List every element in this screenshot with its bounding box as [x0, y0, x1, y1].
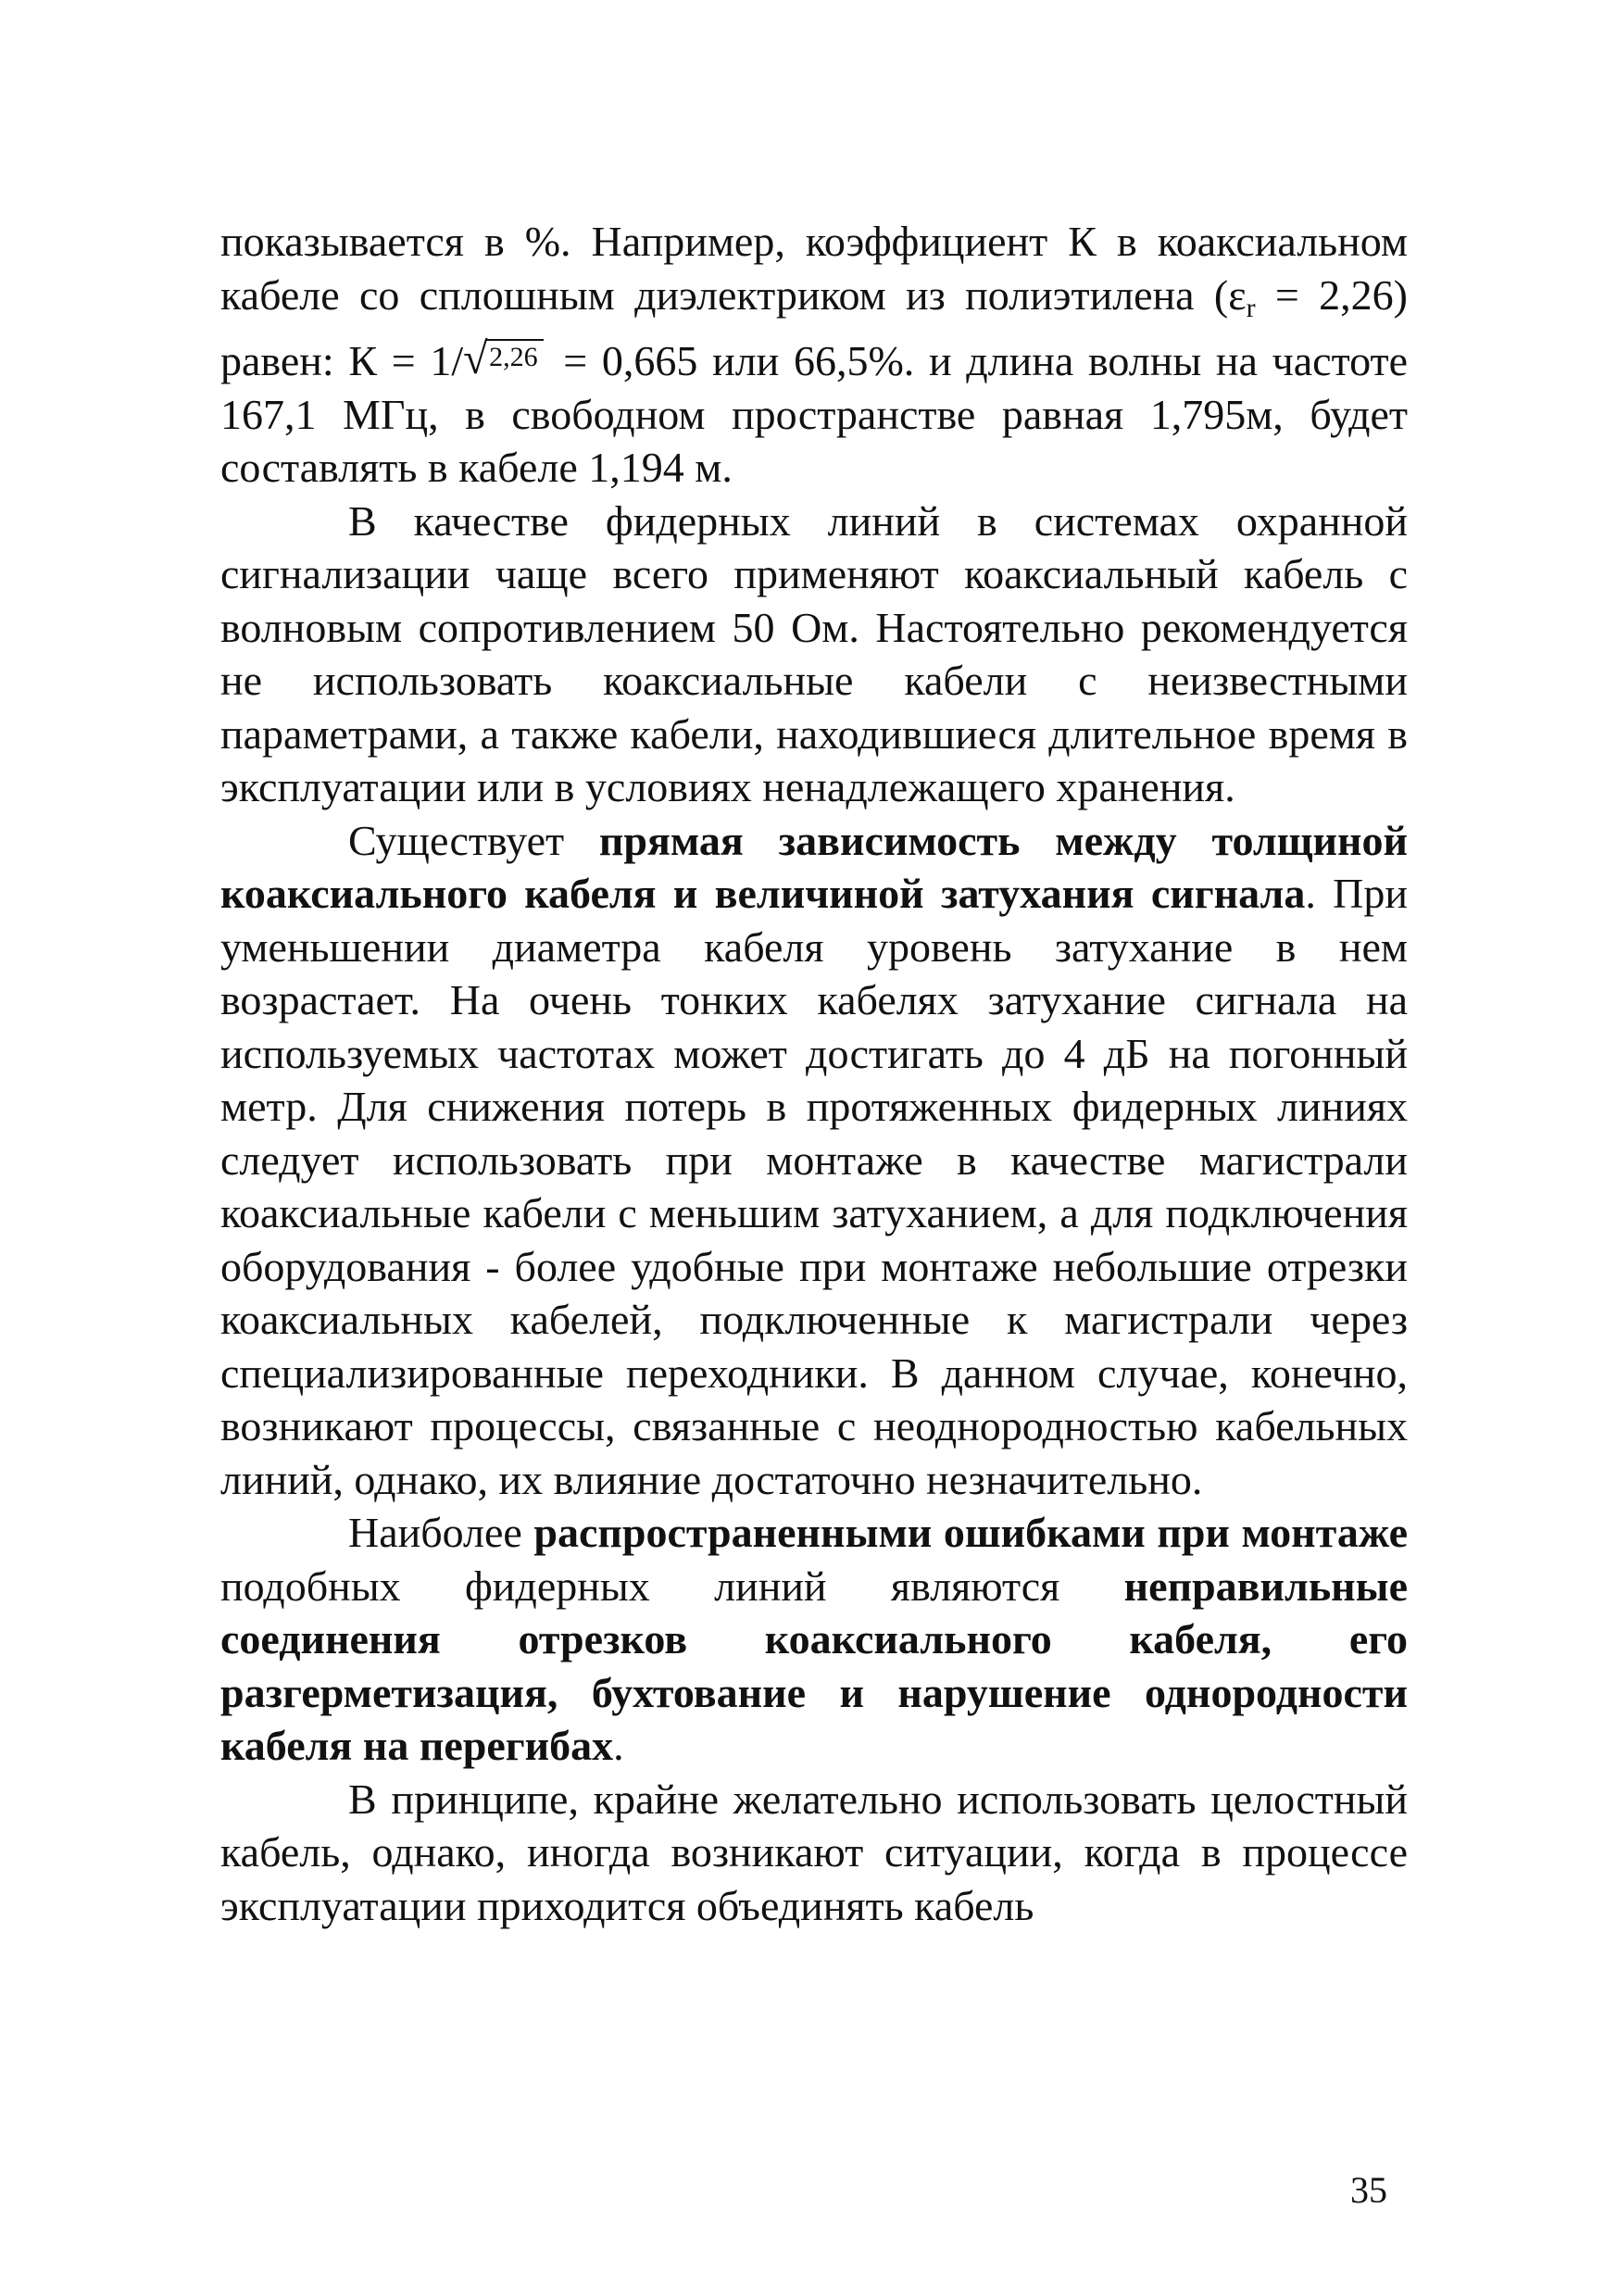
paragraph-1	[220, 215, 1408, 495]
square-root-formula	[463, 334, 544, 388]
paragraph-5: В принципе, крайне желательно использовать целостный кабель, однако, иногда возникают ситуации, когда в процессе эксплуатации приходится объединять кабель	[220, 1775, 1408, 1929]
p4-bold-phrase-1: распространенными ошибками при монтаже	[533, 1509, 1408, 1556]
p3-text-b: . При уменьшении диаметра кабеля уровень затухание в нем возрастает. На очень тонких кабелях затухание сигнала на используемых частотах может достигать до 4 дБ на погонный метр. Для снижения потерь в протяженных фидерных линиях следует использовать при монтаже в качестве магистрали коаксиальные кабели с меньшим затуханием, а для подключения оборудования - более удобные при монтаже небольшие отрезки коаксиальных кабелей, подключенные к магистрали через специализированные переходники. В данном случае, конечно, возникают процессы, связанные с неоднородностью кабельных линий, однако, их влияние достаточно незначительно.	[220, 870, 1408, 1503]
p4-text-c: .	[613, 1722, 624, 1769]
p1-text-a: показывается в %. Например, коэффициент К в коаксиальном кабеле со сплошным диэлектриком из полиэтилена (ε	[220, 218, 1408, 319]
paragraph-2: В качестве фидерных линий в системах охранной сигнализации чаще всего применяют коаксиальный кабель с волновым сопротивлением 50 Ом. Настоятельно рекомендуется не использовать коаксиальные кабели с неизвестными параметрами, а также кабели, находившиеся длительное время в эксплуатации или в условиях ненадлежащего хранения.	[220, 496, 1408, 810]
p4-text-a: Наиболее	[348, 1509, 534, 1556]
page-body	[220, 215, 1408, 1932]
radical-sign: √	[463, 334, 488, 383]
p3-bold-phrase: прямая зависимость между толщиной коаксиального кабеля и величиной затухания сигнала	[220, 816, 1408, 917]
radicand-value: 2,26	[485, 339, 544, 374]
p1-text-c: = 0,665 или 66,5%. и длина волны на частоте 167,1 МГц, в свободном пространстве равная 1,795м, будет составлять в кабеле 1,194 м.	[220, 337, 1408, 491]
paragraph-4	[220, 1506, 1408, 1773]
p4-bold-phrase-2: неправильные соединения отрезков коаксиального кабеля, его разгерметизация, бухтование и нарушение однородности кабеля на перегибах	[220, 1562, 1408, 1769]
page-number: 35	[1350, 2169, 1387, 2211]
p4-text-b: подобных фидерных линий являются	[220, 1562, 1124, 1610]
epsilon-subscript: r	[1246, 292, 1256, 323]
p3-text-a: Существует	[348, 816, 599, 864]
p1-text-b: = 2,26) равен: К = 1/	[220, 270, 1408, 384]
paragraph-3	[220, 814, 1408, 1507]
